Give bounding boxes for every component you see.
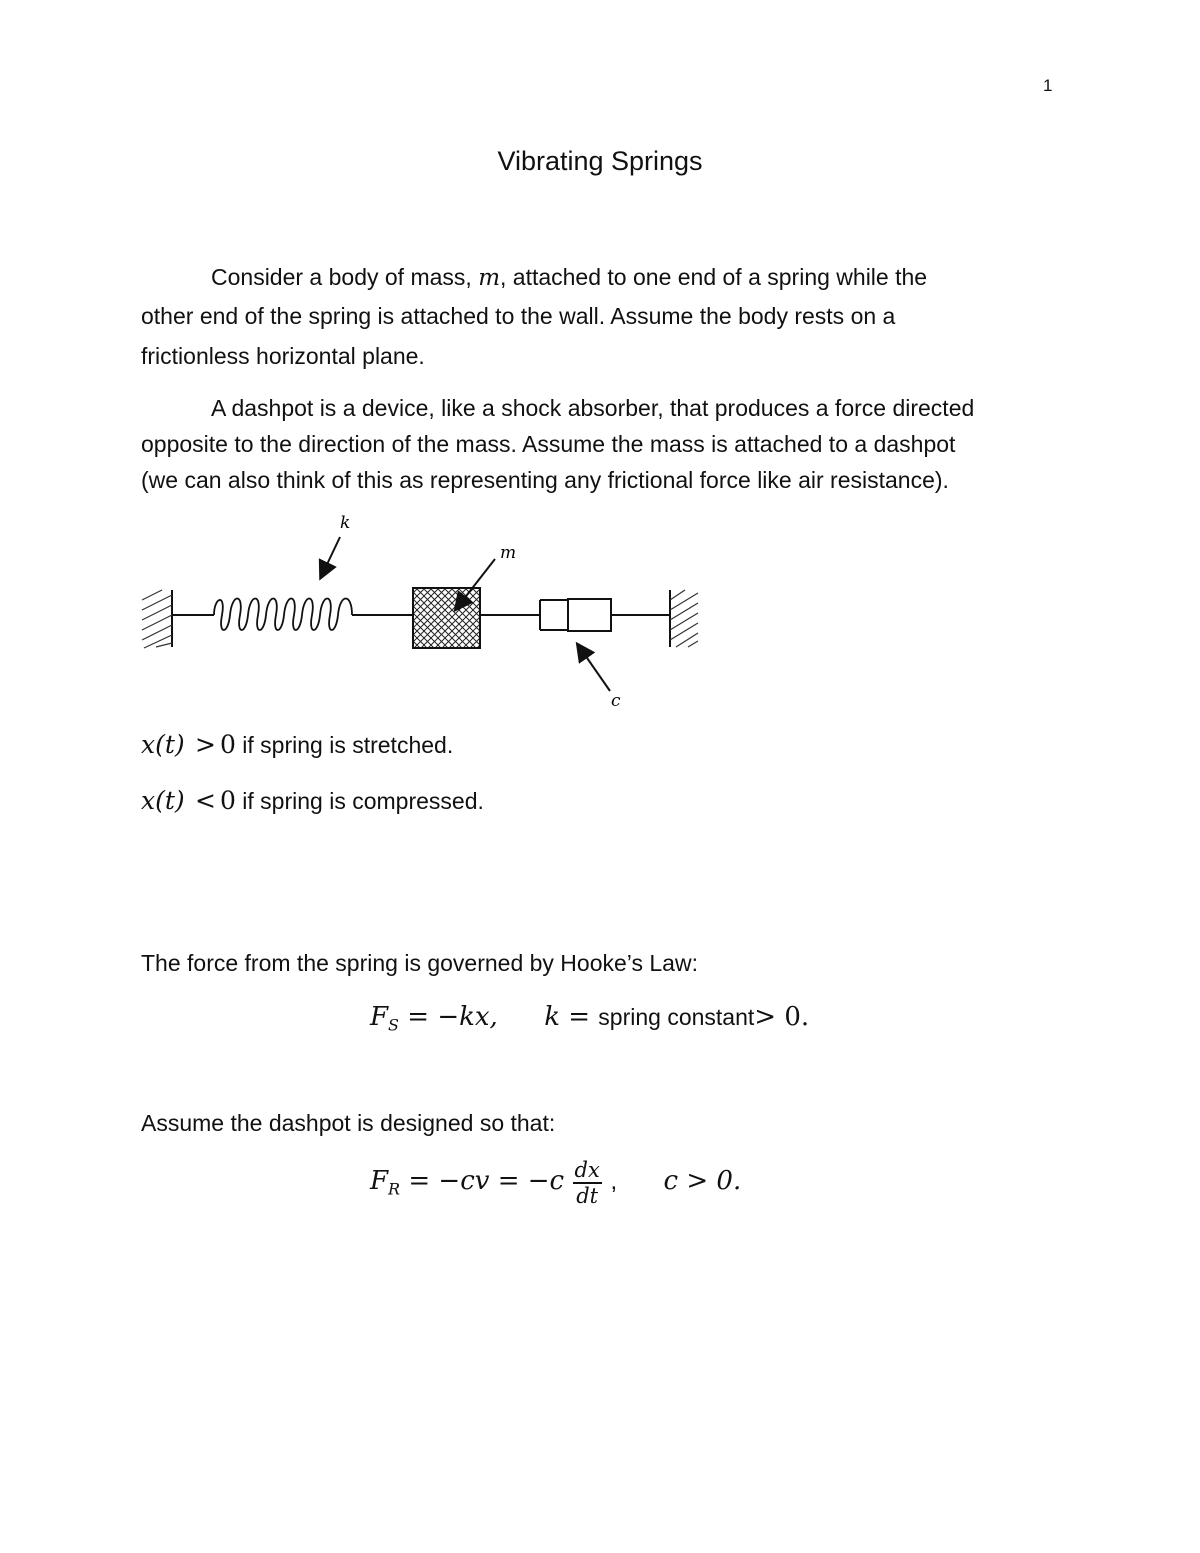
- paragraph2-line3: (we can also think of this as representing any frictional force like air resistance).: [141, 467, 949, 493]
- mass-symbol: m: [478, 265, 500, 291]
- paragraph2-line1: A dashpot is a device, like a shock absorber, that produces a force directed: [211, 395, 975, 421]
- mass-label: m: [500, 543, 517, 563]
- spring-arrow: [321, 537, 340, 577]
- dashpot-equation: $F_R = -cv = -c$ $\frac{dx}{dt}$ , c > 0.: [370, 1158, 742, 1208]
- hooke-intro: The force from the spring is governed by Hooke’s Law:: [141, 950, 698, 976]
- left-wall: [142, 590, 172, 648]
- condition-stretched: x(t) > 0 if spring is stretched.: [141, 730, 454, 759]
- dashpot-intro: Assume the dashpot is designed so that:: [141, 1110, 556, 1136]
- derivative-fraction: $\frac{dx}{dt}$: [574, 1158, 600, 1208]
- mass-block: [413, 588, 480, 648]
- page-number: 1: [1043, 76, 1053, 95]
- paragraph2-line2: opposite to the direction of the mass. Assume the mass is attached to a dashpot: [141, 431, 956, 457]
- dashpot-label: c: [611, 691, 621, 711]
- condition-compressed: x(t) < 0 if spring is compressed.: [141, 786, 484, 815]
- paragraph1-line3: frictionless horizontal plane.: [141, 343, 425, 369]
- spring: [172, 599, 413, 631]
- paragraph1-line2: other end of the spring is attached to the wall. Assume the body rests on a: [141, 303, 896, 329]
- right-wall: [670, 590, 698, 647]
- page-title: Vibrating Springs: [497, 146, 703, 176]
- dashpot: [480, 599, 670, 631]
- spring-mass-dashpot-diagram: [130, 505, 730, 720]
- spring-label: k: [340, 513, 351, 533]
- paragraph1-line1: Consider a body of mass, m, attached to one end of a spring while the: [211, 264, 928, 291]
- paragraph-dashpot: [141, 390, 1061, 498]
- dashpot-arrow: [578, 645, 610, 691]
- hooke-equation: $F_S = -kx$, k = spring constant> 0.: [370, 1002, 810, 1035]
- paragraph-mass-spring: [141, 258, 1061, 375]
